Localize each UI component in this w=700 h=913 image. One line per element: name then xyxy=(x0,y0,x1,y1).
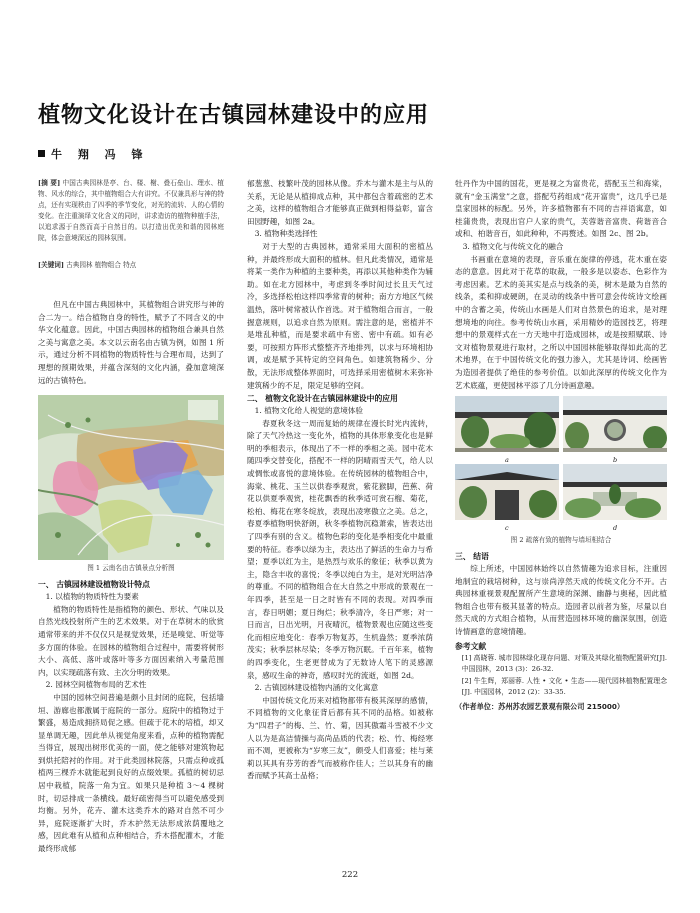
author-names: 牛 翔 冯 锋 xyxy=(51,148,149,161)
abstract-text: 中国古典园林是亭、台、楼、榭、叠石垒山、理水、植物、风水的综合，其中植物组合大有讲究。不仅兼具形与神的特点，还有实现秩由了四季的季节变化，对光的流转、人的心情的变化。在注重演绎文化含义的同时，讲求造访的植物种植手法，以追求源于自然而高于自然目的。以打造出优美和谐的园林庭院，体会意境深远的园林氛围。 xyxy=(38,179,224,242)
keywords-text: 古典园林 植物组合 特点 xyxy=(66,261,137,269)
figure-1-caption: 图 1 云南名由古镇景点分析图 xyxy=(87,564,175,573)
page-number: 222 xyxy=(341,870,359,880)
column-3 xyxy=(455,178,667,713)
column-2 xyxy=(247,178,433,783)
section-1-heading: 一、 古镇园林建设植物设计特点 xyxy=(38,580,150,590)
section-3-heading: 三、 结语 xyxy=(455,552,489,562)
paragraph: 中国的园林空间普遍是颇小且封闭的庭院，包括墙垣、游廊也都激属于庭院的一部分。庭院中的植物过于繁盛，易造成拥挤局促之感。但疏于花木的培植，却又显单调无趣，因此单从视觉角度来看，点种的植物需配当得宜，展现出树形优美的一面，使之能够对建筑物起到烘托陪衬的作用。对于此类园林院落，只需点种或孤植两三棵乔木就能起到良好的点缀效果。孤植的树切忌居中栽植，院落一角为宜。如果只是种植 3～4 棵树时，切忌排成一条横线。最好疏密得当可以避免感受到均衡。另外，花卉、灌木这类乔木的路对自然不可少异，庭院逐渐扩大时，乔木护然无法形成浓荫覆地之感，因此难有从植和点种相结合，乔木搭配灌木，才能最终形成郁 xyxy=(38,692,224,854)
subsection-2-2-heading: 2. 古镇园林建设植物内涵的文化寓意 xyxy=(254,683,379,693)
photo-a xyxy=(455,396,559,452)
section-2-heading: 二、 植物文化设计在古镇园林建设中的应用 xyxy=(247,394,398,404)
paragraph: 书画重在意境的表现，音乐重在旋律的停逃，花木重在姿态的意意。因此对于花草的取裁，一般多是以姿态、色彩作为考虑因素。艺术的美其实是点与线条的美，树木是最为自然的线条，柔和抑或硬朗，在灵动的线条中皆可意会传统诗文绘画中的含蓄之美，传统山水画是人们对自然景色的追求，是对理想境地的向往。参考传统山水画，采用精妙的造园技艺，将理想中的景观样式在一方天地中打造成园林，或是按照赋联、诗文对植物景观进行取材，之所以中国园林能够取得如此高的艺术地界，在于中国传统文化的强力渗入，尤其是诗词、绘画皆为造园者提供了绝佳的参考价值。以如此深厚的传统文化作为艺术底蕴，更使园林平添了几分诗画意趣。 xyxy=(455,254,667,390)
paragraph-continued: 郁葱葱、枝繁叶茂的园林从像。乔木与灌木是主与从的关系，无论是从植抑成点种，其中都包含着疏密的艺术之美，这样的植物组合才能够真正做到相得益彰，富含田园野趣，如图 2a。 xyxy=(247,179,433,226)
bullet-square-icon xyxy=(38,150,45,157)
photo-d-label: d xyxy=(613,524,618,533)
article-title: 植物文化设计在古镇园林建设中的应用 xyxy=(38,103,430,128)
figure-1-site-map xyxy=(38,395,224,560)
subsection-1-2-heading: 2. 园林空间植物布局的艺术性 xyxy=(45,680,147,690)
keywords xyxy=(38,260,224,271)
subsection-2-3-heading: 3. 植物文化与传统文化的融合 xyxy=(462,241,564,251)
subsection-2-1-heading: 1. 植物文化给人视觉的意境体验 xyxy=(254,406,363,416)
photo-b-label: b xyxy=(613,456,618,465)
figure-2-photos xyxy=(455,396,667,532)
photo-a-label: a xyxy=(505,456,509,465)
figure-2-caption: 图 2 疏落有致的植物与墙垣相结合 xyxy=(510,536,612,545)
photo-b xyxy=(563,396,667,452)
site-map-graphic xyxy=(38,395,224,560)
photo-c xyxy=(455,464,559,520)
reference-item: [1] 高晓蓉. 城市园林绿化现存问题、对策及其绿化植物配置研究[J]. 中国园林，2013 (3)：26-32. xyxy=(461,653,667,674)
column-1 xyxy=(38,178,224,856)
photo-d xyxy=(563,464,667,520)
paragraph-continued: 牡丹作为中国的国花，更是视之为富贵花，搭配玉兰和海棠，就有“金玉满堂”之意，搭配芍药组成“花开富贵”，这几乎已是皇家园林的标配。另外，许多植物都有不同的吉祥语寓意，如桂蒲贵贵，表现出官户人家的贵气，芙蓉谐音富贵、荷谐音合或和、柏谐音百，如此种种，不再赘述。如图 2c、图 2b。 xyxy=(455,179,667,239)
paragraph: 综上所述，中国园林始终以自然情趣为追求目标，注重因地制宜的栽培树种，这与崇尚淳然天成的传统文化分不开。古典园林重视景观配置所产生意境的深渊、幽静与奥秘，因此植物组合也带有极其显著的特点。造园者以前者为鉴，尽量以自然天成的方式组合植物，从而营造园林环境的幽深氛围，创造诗情画意的意境情趣。 xyxy=(455,564,667,637)
paragraph: 春夏秋冬这一周而复始的规律在漫长时光内流转，除了天气冷热这一变化外，植物的具体形象变化也是鲜明的季相表示，体现出了不一样的季相之美。园中花木随四季交替变化，搭配不一样的阴晴雨雪天气，给人以或惆怅或喜悦的意境体验。在传统园林的植物组合中，海棠、桃花、玉兰以供春季观赏，紫花猴脚，芭蕉、荷花以供夏季观赏，桂花飘香的秋季适可赏石榴、菊花，松柏、梅花在寒冬绽放，表现出凌寒傲立之美。总之，春夏季植物明快舒朗，秋冬季植物沉稳萧索，皆表达出了四季有别的含义。植物色彩的变化是季相变化中最重要的特征。春季以绿为主，表达出了鲜活的生命力与希望；夏季以红为主，是热烈与欢乐的象征；秋季以黄为主，隐含丰收的喜悦；冬季以纯白为主，是对光明洁净的尊重。不同的植物组合在大自然之中形成的景观在一年四季，甚至是一日之时皆有不同的表现。对四季而言，春日明媚；夏日绚烂；秋季清冷，冬日严寒；对一日而言，日出光明，月夜晴沉，植物景观也应随这些变化而相应地变化：春季万物复苏，生机盎然；夏季浓荫茂实；秋季层林尽染；冬季万物沉眠。千百年来，植物的四季变化，生老更替成为了无数诗人笔下的灵感源泉，感叹生命的神奇，感叹时光的流逝，如图 2d。 xyxy=(247,418,433,680)
references-heading: 参考文献 xyxy=(455,641,487,651)
abstract xyxy=(38,178,224,244)
photo-c-label: c xyxy=(505,524,509,533)
subsection-1-3-heading: 3. 植物种类选择性 xyxy=(254,229,318,239)
authors xyxy=(38,146,149,162)
paragraph: 植物的物质特性是指植物的颜色、形状、气味以及自然光线投射所产生的艺术效果。对于在草树木的欣赏通常带来的并不仅仅只是视觉效果，还是嗅觉、听觉等多方面的体验。在园林的植物组合过程中，需要将树形大小、高低、落叶或落叶等多方面因素纳入考量范围内，以实现疏落有致、主次分明的效果。 xyxy=(38,604,224,677)
reference-item: [2] 牛生辉，郑丽蓉. 人性 • 文化 • 生态——现代园林植物配置理念[J]. 中国园林，2012 (2)：33-35. xyxy=(461,676,667,697)
paragraph: 中国传统文化历来对植物都带有极其深厚的感情，不同植物的文化象征背后都有其不同的品格。如被称为“四君子”的梅、兰、竹、菊，因其傲霜斗雪被不少文人以为是高洁情操与高尚品质的代表；松、竹、梅经寒而不凋，更被称为“岁寒三友”，颇受人们喜爱；桂与莱莉以其具有芬芳的香气而被称作佳人；兰以其身有的幽香而赋予其高士品格； xyxy=(247,695,433,781)
subsection-1-1-heading: 1. 以植物的物质特性为要素 xyxy=(45,592,139,602)
paragraph: 对于大型的古典园林，通常采用大面积的密植丛种，并最终形成大面积的植林。但凡此类情况，通常是将某一类作为种植的主要种类，再添以其他种类作为辅助。如在北方园林中，考虑到冬季时间过长且天气过冷，多选择松柏这样四季常青的树种；南方方地区气候温热，落叶树常被认作首选。对于植物组合而言，一般握意规则，以追求自然为原则。需注意的是，密植并不是堆乱种植，而是要求疏中有密、密中有疏。如有必要，可按照方阵形式整整齐齐地排列，以求与环境相协调，或是赋予其特定的空间角色。如建筑物稀少、分散，无法形成整体界面时，可选择采用密植树木来弥补建筑稀少的不足，限定足够的空间。 xyxy=(247,241,433,390)
abstract-label: [摘 要] xyxy=(38,179,61,187)
keywords-label: [关键词] xyxy=(38,261,65,269)
intro-paragraph: 但凡在中国古典园林中，其植物组合讲究形与神的合二为一。结合植物自身的特性，赋予了不同含义的中华文化蕴意。因此，中国古典园林的植物组合兼具自然之美与寓意之美。本文以云南名由古镇为例，如图 1 所示，通过分析不同植物的物质特性与合理布局，达到了理想的预期效果，并蕴含深刻的文化内涵，叠加意境深远的古镇特色。 xyxy=(38,300,224,385)
author-affiliation: （作者单位：苏州苏农园艺景观有限公司 215000） xyxy=(455,701,625,711)
